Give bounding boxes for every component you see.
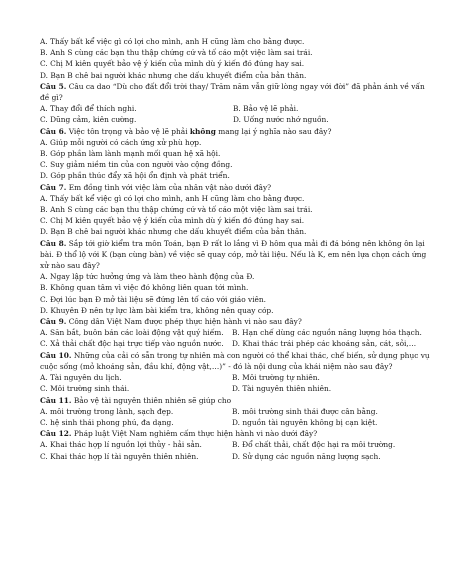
q8-option-b: B. Không quan tâm vì việc đó không liên quan tới mình. bbox=[40, 283, 249, 293]
q7-question bbox=[40, 182, 430, 193]
q8-question bbox=[40, 238, 430, 272]
q8-number: Câu 8. bbox=[40, 238, 67, 248]
q11-number: Câu 11. bbox=[40, 395, 72, 405]
q9-options-row2 bbox=[40, 338, 430, 349]
q12-option-b: B. Đổ chất thải, chất độc hại ra môi trường. bbox=[232, 440, 396, 450]
q8-text: Sắp tới giờ kiểm tra môn Toán, bạn Đ rất lo lắng vì Đ hôm qua mải đi đá bóng nên không ôn lại bài. Đ thổ lộ với K (bạn cùng bàn) về việc sẽ quay cóp, mở tài liệu. Nếu là K, em nên lựa chọn cách ứng xử nào sau đây? bbox=[40, 238, 427, 271]
q6-text-a: Việc tôn trọng và bảo vệ lẽ phải bbox=[66, 126, 190, 136]
q12-option-a: A. Khai thác hợp lí nguồn lợi thủy - hải sản. bbox=[40, 440, 202, 450]
q11-option-a: A. môi trường trong lành, sạch đẹp. bbox=[40, 406, 174, 416]
q12-text: Pháp luật Việt Nam nghiêm cấm thực hiện hành vi nào dưới đây? bbox=[71, 429, 318, 439]
q12-options-row1 bbox=[40, 439, 430, 450]
q8-option-a: A. Ngay lập tức hưởng ứng và làm theo hành động của Đ. bbox=[40, 272, 255, 282]
q11-option-b: B. môi trường sinh thái được cân bằng. bbox=[232, 406, 378, 416]
q7-text: Em đồng tình với việc làm của nhân vật nào dưới đây? bbox=[66, 182, 272, 192]
q10-options-row1 bbox=[40, 372, 430, 383]
q9-option-a: A. Săn bắt, buôn bán các loài động vật quý hiếm. bbox=[40, 328, 224, 338]
q6-number: Câu 6. bbox=[40, 126, 67, 136]
q9-question bbox=[40, 316, 430, 327]
q10-option-c: C. Môi trường sinh thái. bbox=[40, 384, 130, 394]
q4-option-d: D. Bạn B chê bai người khác nhưng che dấu khuyết điểm của bản thân. bbox=[40, 70, 307, 80]
q9-options-row1 bbox=[40, 327, 430, 338]
q9-option-b: B. Hạn chế dùng các nguồn năng lượng hóa thạch. bbox=[232, 328, 422, 338]
q11-question bbox=[40, 395, 430, 406]
q11-options-row2 bbox=[40, 417, 430, 428]
q11-option-c: C. hệ sinh thái phong phú, đa dạng. bbox=[40, 417, 174, 427]
q7-option-b: B. Anh S cùng các bạn thu thập chứng cứ và tố cáo một việc làm sai trái. bbox=[40, 205, 313, 215]
q10-number: Câu 10. bbox=[40, 350, 72, 360]
q9-text: Công dân Việt Nam được phép thực hiện hành vi nào sau đây? bbox=[66, 317, 302, 327]
q7-number: Câu 7. bbox=[40, 182, 67, 192]
q9-option-c: C. Xả thải chất độc hại trực tiếp vào nguồn nước. bbox=[40, 339, 224, 349]
q5-option-d: D. Uống nước nhớ nguồn. bbox=[233, 115, 329, 125]
q12-question bbox=[40, 428, 430, 439]
q6-option-a: A. Giúp mỗi người có cách ứng xử phù hợp. bbox=[40, 137, 202, 147]
q7-option-a: A. Thấy bất kể việc gì có lợi cho mình, anh H cũng làm cho bằng được. bbox=[40, 193, 305, 203]
q7-option-c: C. Chị M kiên quyết bảo vệ ý kiến của mình dù ý kiến đó đúng hay sai. bbox=[40, 216, 305, 226]
q8-option-c: C. Đợi lúc bạn Đ mở tài liệu sẽ đứng lên tố cáo với giáo viên. bbox=[40, 294, 267, 304]
q11-text: Bảo vệ tài nguyên thiên nhiên sẽ giúp cho bbox=[71, 395, 232, 405]
q12-number: Câu 12. bbox=[40, 429, 72, 439]
q5-options-row1 bbox=[40, 103, 430, 114]
q5-option-a: A. Thay đổi để thích nghi. bbox=[40, 104, 137, 114]
q10-options-row2 bbox=[40, 383, 430, 394]
q6-emphasis: không bbox=[189, 126, 216, 136]
q10-option-d: D. Tài nguyên thiên nhiên. bbox=[232, 384, 332, 394]
q9-option-d: D. Khai thác trái phép các khoáng sản, cát, sỏi,… bbox=[232, 339, 417, 349]
q4-option-b: B. Anh S cùng các bạn thu thập chứng cứ và tố cáo một việc làm sai trái. bbox=[40, 48, 313, 58]
q6-text-b: mang lại ý nghĩa nào sau đây? bbox=[215, 126, 332, 136]
q11-options-row1 bbox=[40, 406, 430, 417]
q5-number: Câu 5. bbox=[40, 81, 67, 91]
q6-option-d: D. Góp phần thúc đẩy xã hội ổn định và phát triển. bbox=[40, 171, 230, 181]
q10-option-a: A. Tài nguyên du lịch. bbox=[40, 373, 122, 383]
q10-option-b: B. Môi trường tự nhiên. bbox=[232, 373, 320, 383]
q10-question bbox=[40, 350, 430, 372]
q12-option-c: C. Khai thác hợp lí tài nguyên thiên nhiên. bbox=[40, 451, 199, 461]
q11-option-d: D. nguồn tài nguyên không bị cạn kiệt. bbox=[232, 417, 378, 427]
q12-option-d: D. Sử dụng các nguồn năng lượng sạch. bbox=[232, 451, 381, 461]
q8-option-d: D. Khuyên Đ nên tự lực làm bài kiểm tra, không nên quay cóp. bbox=[40, 305, 274, 315]
q6-option-c: C. Suy giảm niềm tin của con người vào cộng đồng. bbox=[40, 160, 233, 170]
q6-option-b: B. Góp phần làm lành mạnh mối quan hệ xã hội. bbox=[40, 149, 221, 159]
q4-option-c: C. Chị M kiên quyết bảo vệ ý kiến của mình dù ý kiến đó đúng hay sai. bbox=[40, 59, 305, 69]
q4-option-a: A. Thấy bất kể việc gì có lợi cho mình, anh H cũng làm cho bằng được. bbox=[40, 37, 305, 46]
q5-text: Câu ca dao “Dù cho đất đổi trời thay/ Trăm năm vẫn giữ lòng ngay với đời” đã phản ánh về vấn đề gì? bbox=[40, 81, 425, 103]
q5-question bbox=[40, 81, 430, 103]
q10-text: Những của cải có sẵn trong tự nhiên mà con người có thể khai thác, chế biến, sử dụng phục vụ cuộc sống (mỏ khoáng sản, đầu khí, động vật,…)” - đó là nội dung của khái niệm nào sau đây? bbox=[40, 350, 430, 371]
q7-option-d: D. Bạn B chê bai người khác nhưng che dấu khuyết điểm của bản thân. bbox=[40, 227, 307, 237]
q5-option-c: C. Dũng cảm, kiên cường. bbox=[40, 115, 137, 125]
q5-option-b: B. Bảo vệ lẽ phải. bbox=[233, 104, 299, 114]
q5-options-row2 bbox=[40, 114, 430, 125]
q9-number: Câu 9. bbox=[40, 317, 67, 327]
q6-question bbox=[40, 126, 430, 137]
q12-options-row2 bbox=[40, 451, 430, 462]
